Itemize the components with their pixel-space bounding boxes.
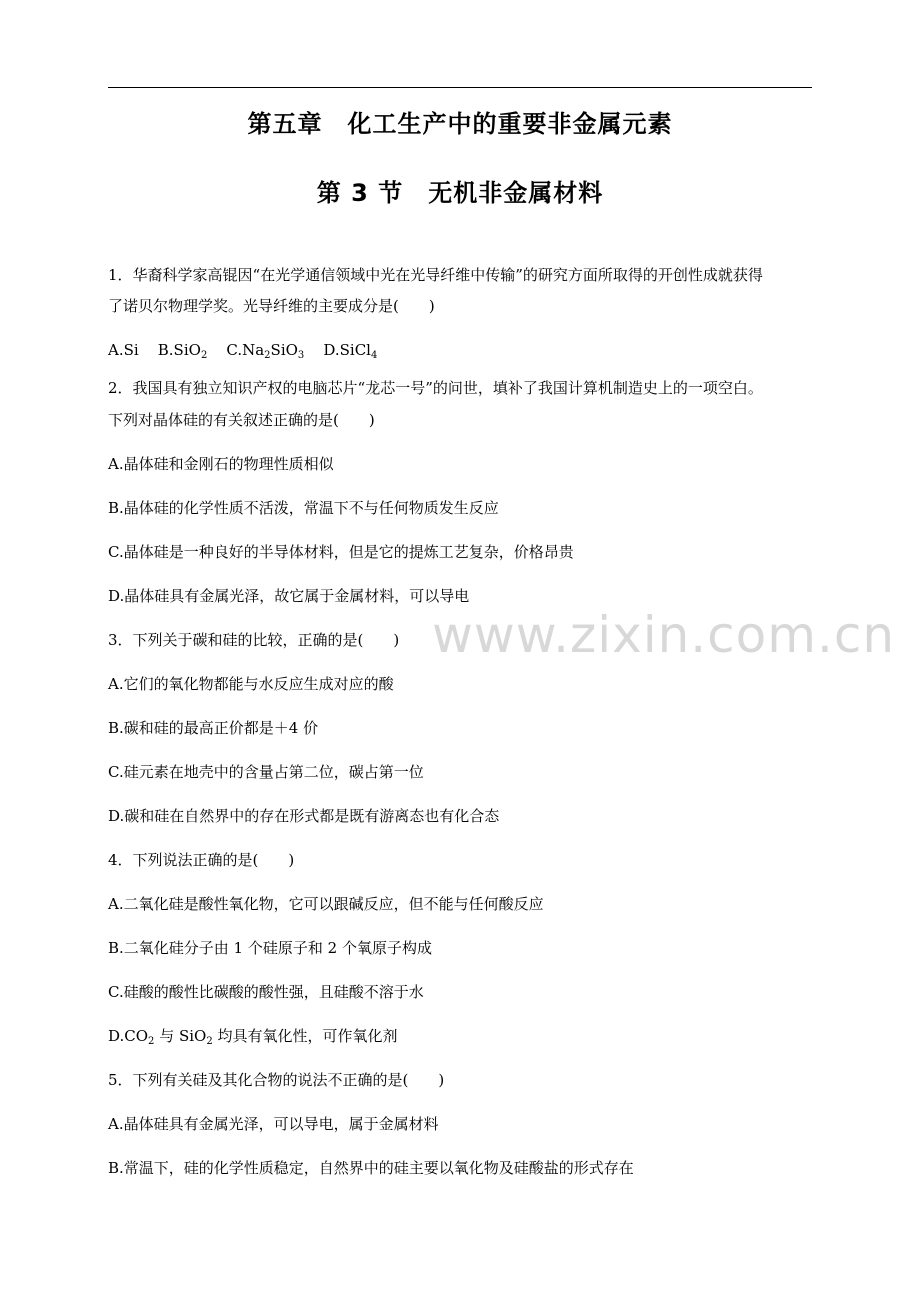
q2-option-d: D.晶体硅具有金属光泽，故它属于金属材料，可以导电 [108,587,470,605]
q1-stem-line1: 1．华裔科学家高锟因“在光学通信领域中光在光导纤维中传输”的研究方面所取得的开创性成就获得 [108,266,763,284]
q1-option-d: D.SiCl$_4$ [323,341,378,361]
q2-option-c: C.晶体硅是一种良好的半导体材料，但是它的提炼工艺复杂，价格昂贵 [108,543,574,561]
q1-stem-line2: 了诺贝尔物理学奖。光导纤维的主要成分是( ) [108,297,435,315]
section-title: 第 3 节 无机非金属材料 [316,179,604,207]
q4-option-b: B.二氧化硅分子由 1 个硅原子和 2 个氧原子构成 [108,939,432,957]
chapter-title: 第五章 化工生产中的重要非金属元素 [247,110,673,138]
q2-option-b: B.晶体硅的化学性质不活泼，常温下不与任何物质发生反应 [108,499,499,517]
q1-options [108,340,377,360]
q1-option-c: $C.Na_2SiO_3$ [226,341,305,361]
q2-option-a: A.晶体硅和金刚石的物理性质相似 [108,455,334,473]
q3-option-c: C.硅元素在地壳中的含量占第二位，碳占第一位 [108,763,424,781]
q3-option-a: A.它们的氧化物都能与水反应生成对应的酸 [108,675,394,693]
q5-option-b: B.常温下，硅的化学性质稳定，自然界中的硅主要以氧化物及硅酸盐的形式存在 [108,1159,634,1177]
header-rule [108,87,812,88]
q3-option-b: B.碳和硅的最高正价都是＋4 价 [108,719,319,737]
q5-stem: 5．下列有关硅及其化合物的说法不正确的是( ) [108,1071,445,1089]
q5-option-a: A.晶体硅具有金属光泽，可以导电，属于金属材料 [108,1115,439,1133]
q1-option-b: B.SiO$_2$ [157,341,208,361]
watermark: www.zixin.com.cn [432,606,896,664]
q1-option-a: A.Si [108,341,139,359]
q3-option-d: D.碳和硅在自然界中的存在形式都是既有游离态也有化合态 [108,807,500,825]
q4-option-c: C.硅酸的酸性比碳酸的酸性强，且硅酸不溶于水 [108,983,424,1001]
q4-stem: 4．下列说法正确的是( ) [108,851,295,869]
q4-option-a: A.二氧化硅是酸性氧化物，它可以跟碱反应，但不能与任何酸反应 [108,895,544,913]
q2-stem-line2: 下列对晶体硅的有关叙述正确的是( ) [108,411,375,429]
q4-option-d: $D.CO_2$ 与 SiO$_2$ 均具有氧化性，可作氧化剂 [108,1027,398,1047]
q2-stem-line1: 2．我国具有独立知识产权的电脑芯片“龙芯一号”的问世，填补了我国计算机制造史上的一项空白。 [108,379,763,397]
q3-stem: 3．下列关于碳和硅的比较，正确的是( ) [108,631,400,649]
